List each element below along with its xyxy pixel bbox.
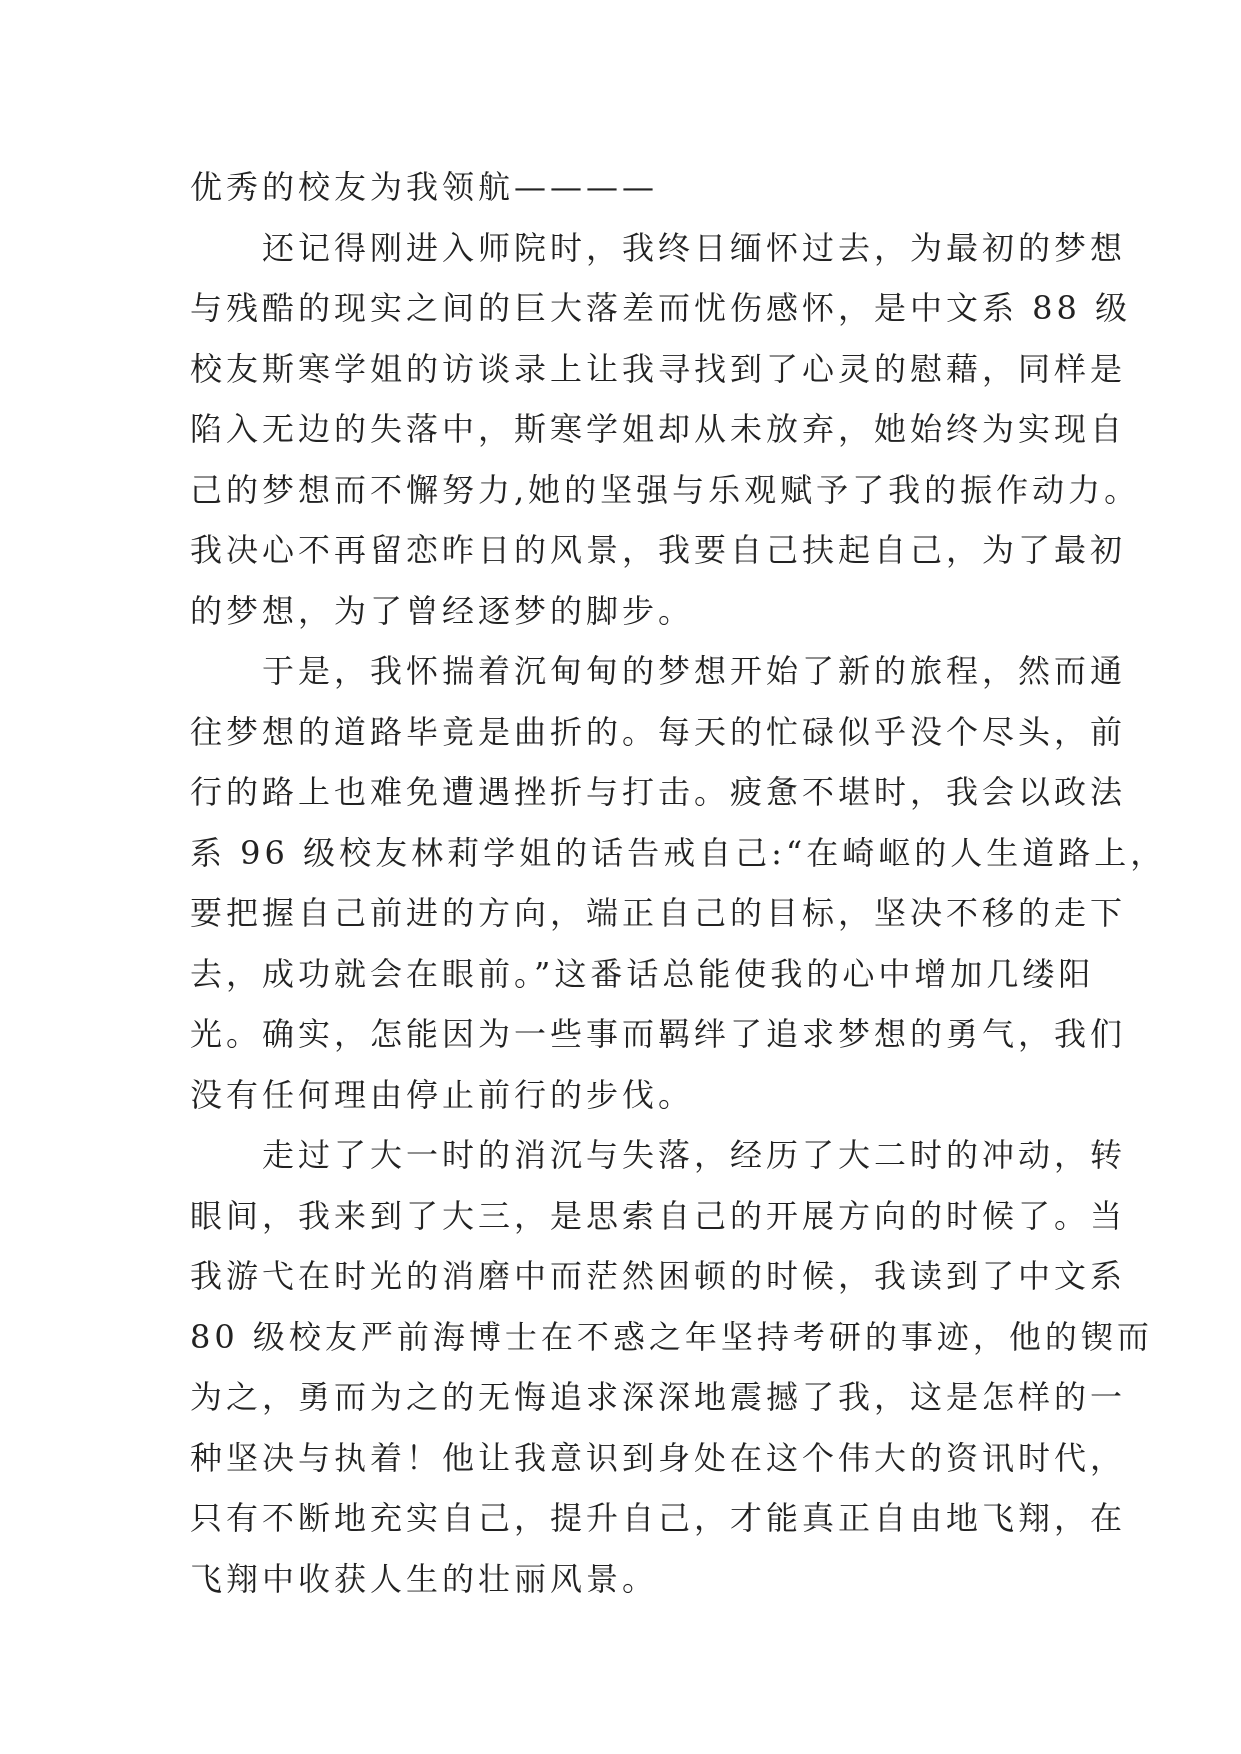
- document-line: 光。确实，怎能因为一些事而羁绊了追求梦想的勇气，我们: [190, 1015, 1127, 1053]
- document-line: 我决心不再留恋昨日的风景，我要自己扶起自己，为了最初: [190, 531, 1127, 569]
- document-line: 优秀的校友为我领航————: [190, 168, 659, 206]
- document-line: 校友斯寒学姐的访谈录上让我寻找到了心灵的慰藉，同样是: [190, 349, 1127, 388]
- document-line: 要把握自己前进的方向，端正自己的目标，坚决不移的走下: [190, 894, 1127, 932]
- document-line: 飞翔中收获人生的壮丽风景。: [190, 1559, 659, 1598]
- document-line: 还记得刚进入师院时，我终日缅怀过去，为最初的梦想: [190, 228, 1127, 267]
- document-line: 走过了大一时的消沉与失落，经历了大二时的冲动，转: [190, 1136, 1127, 1174]
- document-line: 只有不断地充实自己，提升自己，才能真正自由地飞翔，在: [190, 1499, 1127, 1537]
- document-line: 为之，勇而为之的无悔追求深深地震撼了我，这是怎样的一: [190, 1378, 1127, 1416]
- document-body: [190, 157, 1167, 1609]
- document-line: 与残酷的现实之间的巨大落差而忧伤感怀，是中文系 88 级: [190, 289, 1132, 327]
- document-line: 于是，我怀揣着沉甸甸的梦想开始了新的旅程，然而通: [190, 652, 1127, 690]
- document-line: 的梦想，为了曾经逐梦的脚步。: [190, 591, 695, 630]
- document-line: 我游弋在时光的消磨中而茫然困顿的时候，我读到了中文系: [190, 1257, 1127, 1295]
- document-line: 往梦想的道路毕竟是曲折的。每天的忙碌似乎没个尽头，前: [190, 712, 1127, 751]
- document-line: 80 级校友严前海博士在不惑之年坚持考研的事迹，他的锲而: [190, 1317, 1153, 1356]
- document-line: 眼间，我来到了大三，是思索自己的开展方向的时候了。当: [190, 1196, 1127, 1235]
- document-line: 己的梦想而不懈努力,她的坚强与乐观赋予了我的振作动力。: [190, 470, 1141, 509]
- document-line: 没有任何理由停止前行的步伐。: [190, 1075, 695, 1114]
- document-line: 陷入无边的失落中，斯寒学姐却从未放弃，她始终为实现自: [190, 410, 1127, 448]
- document-line: 系 96 级校友林莉学姐的话告戒自己:“在崎岖的人生道路上，: [190, 833, 1167, 872]
- document-line: 行的路上也难免遭遇挫折与打击。疲惫不堪时，我会以政法: [190, 773, 1127, 811]
- document-line: 去，成功就会在眼前。”这番话总能使我的心中增加几缕阳: [190, 954, 1095, 993]
- document-line: 种坚决与执着！他让我意识到身处在这个伟大的资讯时代，: [190, 1438, 1127, 1477]
